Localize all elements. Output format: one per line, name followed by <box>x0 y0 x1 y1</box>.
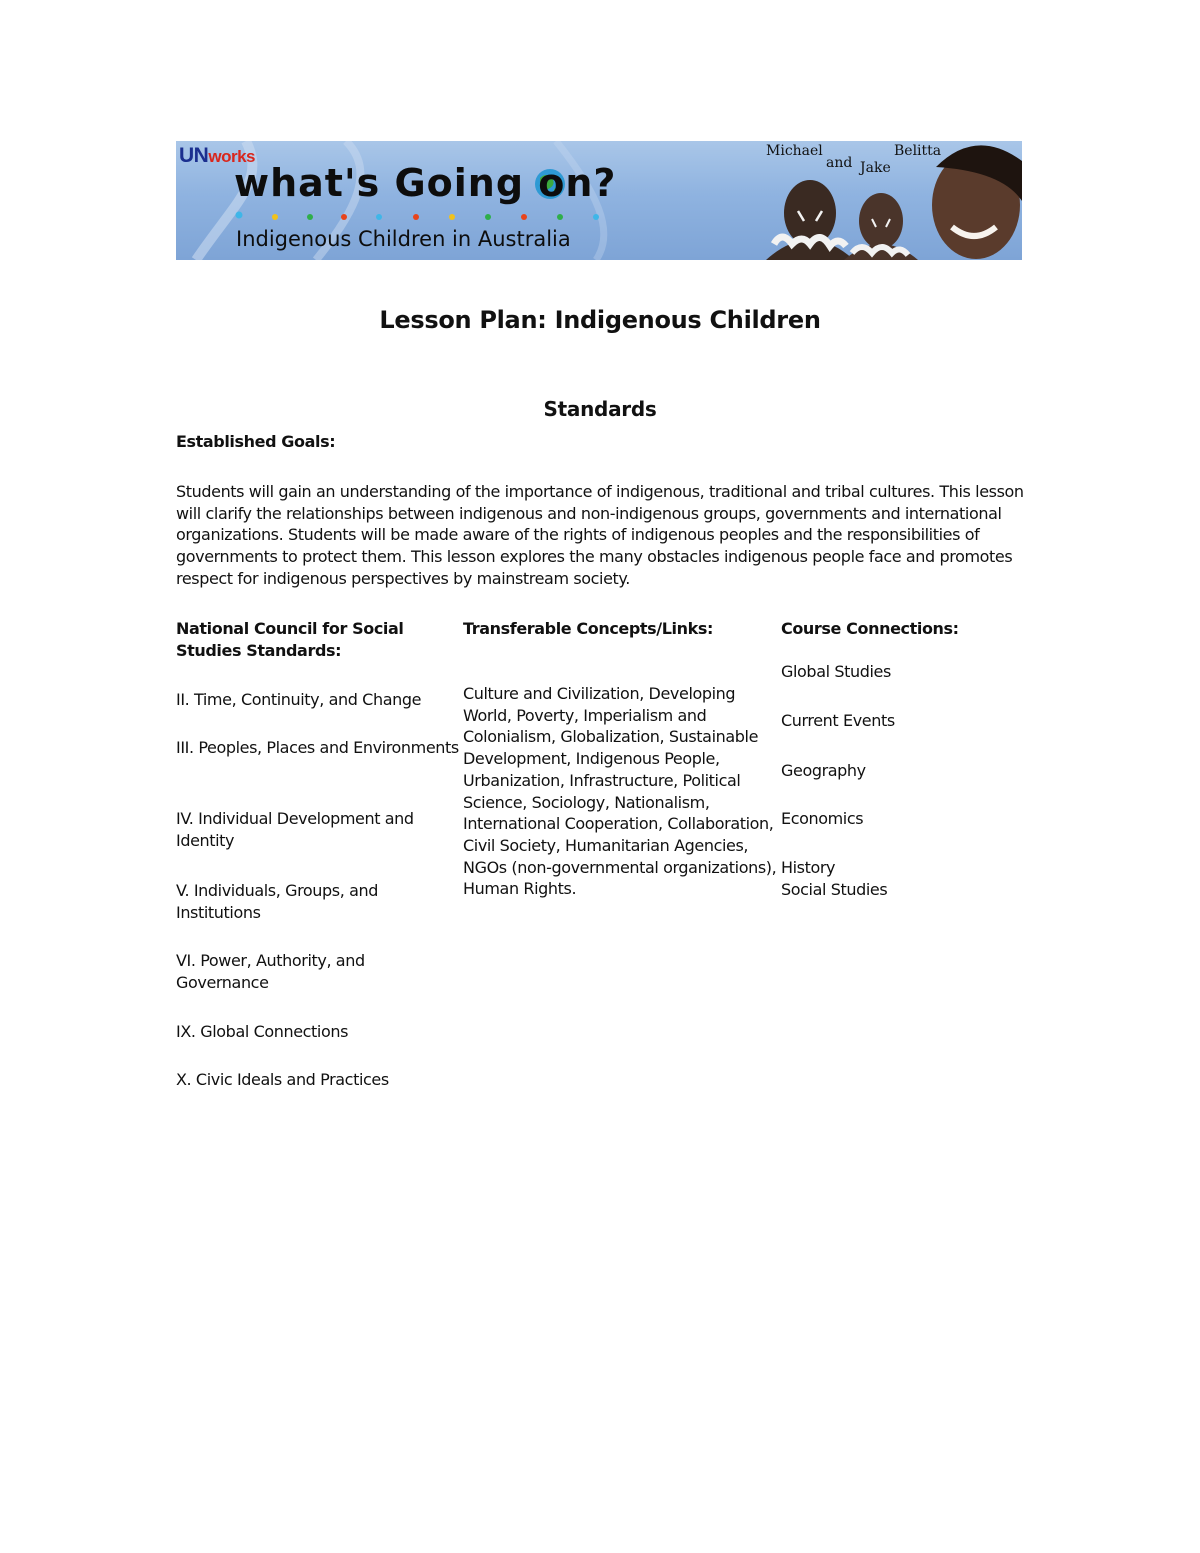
logo-un-text: UN <box>179 144 209 167</box>
course-item: Current Events <box>781 711 895 730</box>
logo-works-text: works <box>208 147 255 166</box>
header-banner <box>176 141 1022 260</box>
standard-item: IX. Global Connections <box>176 1022 349 1041</box>
banner-name-belitta: Belitta <box>894 143 942 159</box>
standard-item: II. Time, Continuity, and Change <box>176 690 422 709</box>
concepts-text: Culture and Civilization, Developing World, Poverty, Imperialism and Colonialism, Globalization, Sustainable Development, Indigenous People, Urbanization, Infrastructure, Political Science, Sociology, Nationalism, International Cooperation, Collaboration, Civil Society, Humanitarian Agencies, NGOs (non-governmental organizations), Human Rights. <box>463 684 777 899</box>
concepts-heading: Transferable Concepts/Links: <box>463 619 713 638</box>
banner-headline: what's Going on? <box>234 161 617 205</box>
course-item: History <box>781 858 836 877</box>
courses-heading: Course Connections: <box>781 619 959 638</box>
course-item: Global Studies <box>781 662 891 681</box>
standard-item: X. Civic Ideals and Practices <box>176 1070 389 1089</box>
course-item: Social Studies <box>781 880 888 899</box>
goals-label: Established Goals: <box>176 432 336 451</box>
standard-item: VI. Power, Authority, and Governance <box>176 951 365 992</box>
banner-name-michael: Michael <box>766 143 823 159</box>
section-heading: Standards <box>543 397 657 421</box>
course-item: Geography <box>781 761 866 780</box>
standard-item: IV. Individual Development and Identity <box>176 809 414 850</box>
banner-name-jake: Jake <box>860 160 891 176</box>
course-item: Economics <box>781 809 864 828</box>
banner-subtitle: Indigenous Children in Australia <box>236 227 571 251</box>
goals-paragraph: Students will gain an understanding of the importance of indigenous, traditional and tribal cultures. This lesson will clarify the relationships between indigenous and non-indigenous groups, governments and international organizations. Students will be made aware of the rights of indigenous peoples and the responsibilities of governments to protect them. This lesson explores the many obstacles indigenous people face and promotes respect for indigenous perspectives by mainstream society. <box>176 482 1024 588</box>
page-title: Lesson Plan: Indigenous Children <box>379 306 821 334</box>
standard-item: III. Peoples, Places and Environments <box>176 738 459 757</box>
standard-item: V. Individuals, Groups, and Institutions <box>176 881 379 922</box>
standards-heading: National Council for Social Studies Standards: <box>176 619 404 660</box>
banner-name-and: and <box>826 155 853 171</box>
